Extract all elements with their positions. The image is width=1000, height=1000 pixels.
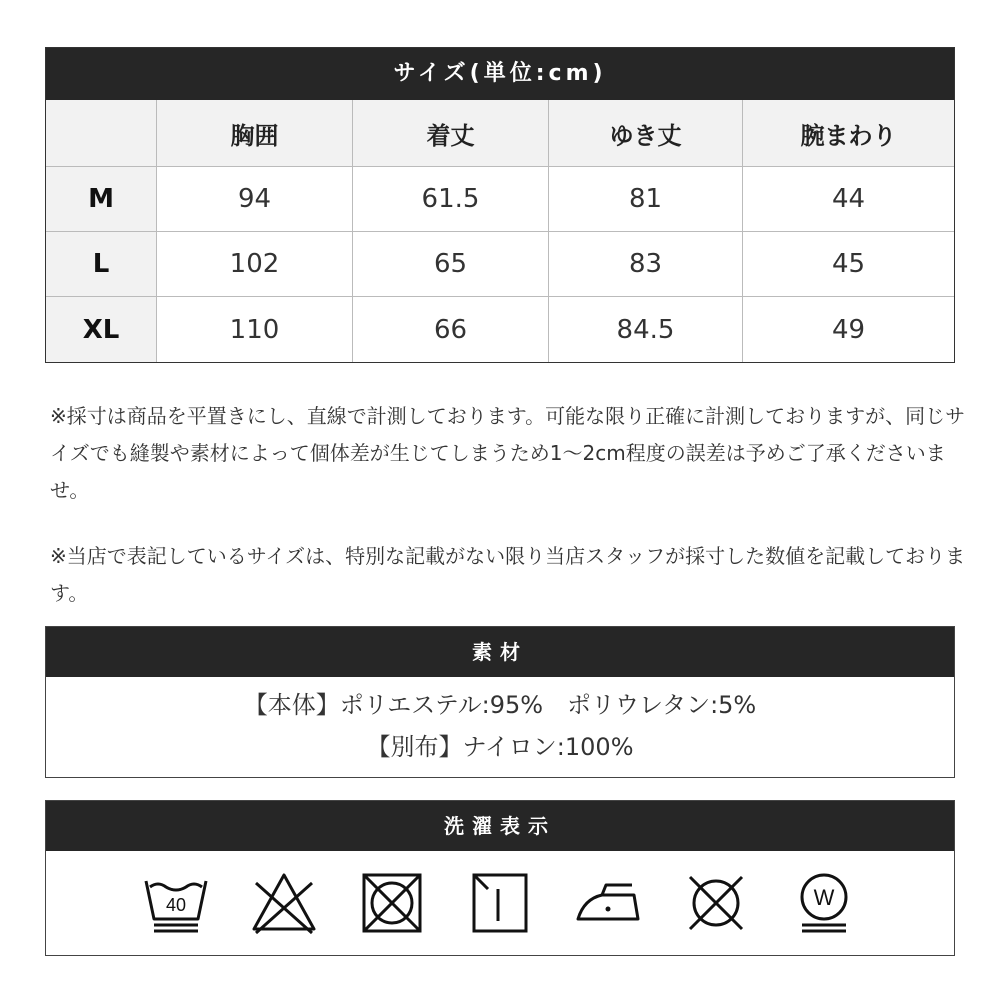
material-main-fabric: 【本体】ポリエステル:95% ポリウレタン:5% — [243, 691, 757, 719]
table-cell: 66 — [353, 297, 549, 362]
size-table-title: サイズ(単位:cm) — [46, 48, 954, 100]
table-cell: 44 — [743, 167, 954, 232]
table-cell: 81 — [549, 167, 743, 232]
row-size-label: L — [46, 232, 157, 297]
wash-title: 洗濯表示 — [46, 801, 954, 851]
table-cell: 45 — [743, 232, 954, 297]
material-box — [45, 626, 955, 778]
no-tumble-dry-icon — [358, 869, 426, 937]
material-sub-fabric: 【別布】ナイロン:100% — [366, 733, 634, 761]
row-size-label: M — [46, 167, 157, 232]
corner-cell — [46, 100, 157, 167]
wet-clean-label: W — [813, 885, 835, 910]
no-dry-clean-icon — [682, 869, 750, 937]
column-header: ゆき丈 — [549, 100, 743, 167]
column-header: 着丈 — [353, 100, 549, 167]
table-cell: 84.5 — [549, 297, 743, 362]
size-table — [45, 47, 955, 363]
size-grid — [46, 100, 954, 362]
wash-40-icon — [142, 869, 210, 937]
measurement-note: ※採寸は商品を平置きにし、直線で計測しております。可能な限り正確に計測しておりますが、同じサイズでも縫製や素材によって個体差が生じてしまうため1〜2cm程度の誤差は予めご了承くださいませ。 — [50, 404, 966, 502]
table-cell: 110 — [157, 297, 353, 362]
iron-low-icon — [574, 869, 642, 937]
wash-temp-label: 40 — [165, 895, 187, 915]
material-body — [46, 677, 954, 768]
table-cell: 61.5 — [353, 167, 549, 232]
column-header: 腕まわり — [743, 100, 954, 167]
row-size-label: XL — [46, 297, 157, 362]
column-header: 胸囲 — [157, 100, 353, 167]
material-title: 素材 — [46, 627, 954, 677]
line-dry-shade-icon — [466, 869, 534, 937]
wash-box — [45, 800, 955, 956]
table-cell: 102 — [157, 232, 353, 297]
no-bleach-icon — [250, 869, 318, 937]
wash-icons — [46, 851, 954, 955]
table-cell: 65 — [353, 232, 549, 297]
table-cell: 83 — [549, 232, 743, 297]
table-cell: 49 — [831, 314, 866, 345]
size-notation-note: ※当店で表記しているサイズは、特別な記載がない限り当店スタッフが採寸した数値を記載しております。 — [50, 544, 966, 605]
wet-clean-icon — [790, 869, 858, 937]
table-cell: 94 — [157, 167, 353, 232]
